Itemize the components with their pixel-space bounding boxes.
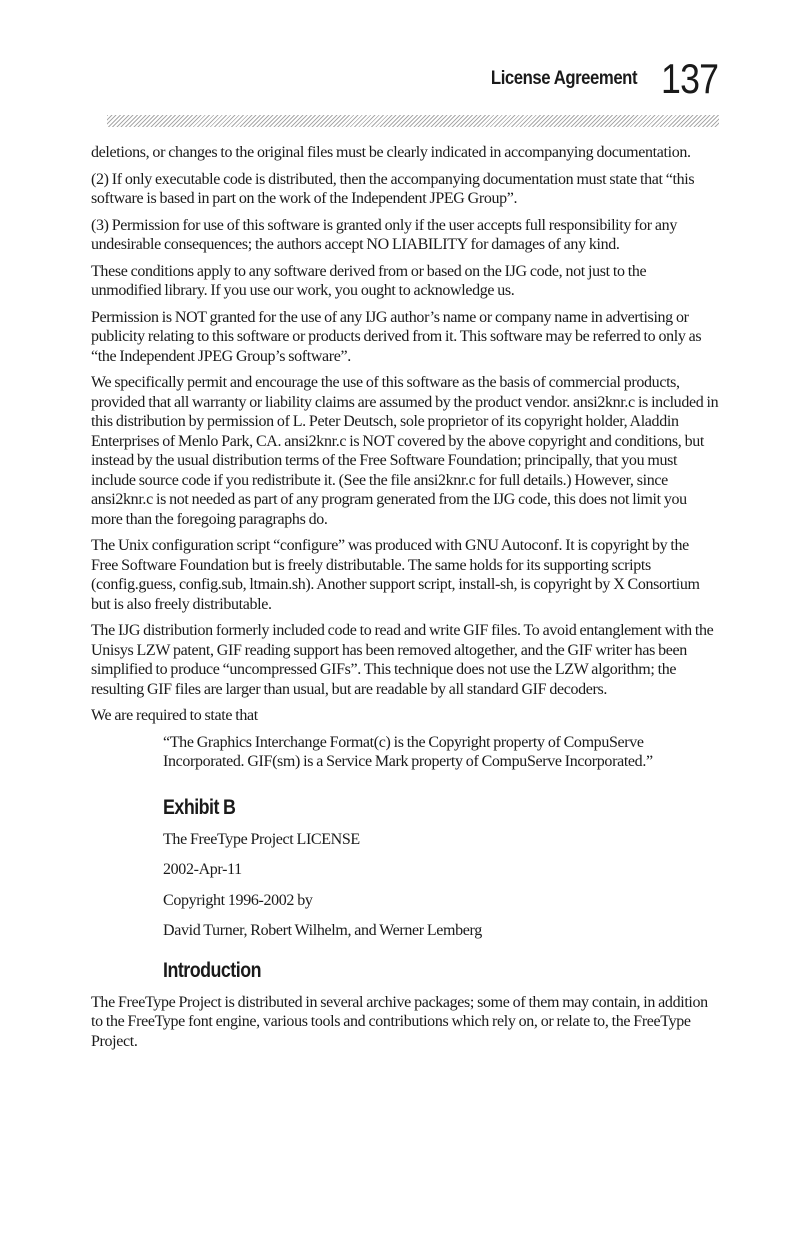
- paragraph: The FreeType Project is distributed in several archive packages; some of them may contain, in addition to the FreeType font engine, various tools and contributions which rely on, or relate to, the FreeType Project.: [91, 993, 708, 1050]
- section-heading-introduction: Introduction: [163, 958, 261, 982]
- running-header-title: License Agreement: [490, 68, 637, 89]
- exhibit-line: The FreeType Project LICENSE: [163, 830, 360, 848]
- paragraph: The Unix configuration script “configure” was produced with GNU Autoconf. It is copyright by the Free Software Foundation but is freely distributable. The same holds for its supporting scripts (config.guess, config.sub, ltmain.sh). Another support script, install-sh, is copyright by X Consortium but is also freely distributable.: [91, 537, 700, 613]
- paragraph: (3) Permission for use of this software is granted only if the user accepts full responsibility for any undesirable consequences; the authors accept NO LIABILITY for damages of any kind.: [91, 216, 677, 253]
- header-rule-divider: [107, 115, 719, 127]
- block-quote: “The Graphics Interchange Format(c) is the Copyright property of CompuServe Incorporated. GIF(sm) is a Service Mark property of CompuServe Incorporated.”: [163, 733, 653, 770]
- paragraph: We are required to state that: [91, 707, 258, 724]
- paragraph: These conditions apply to any software derived from or based on the IJG code, not just to the unmodified library. If you use our work, you ought to acknowledge us.: [91, 262, 647, 299]
- running-header: [471, 55, 718, 102]
- paragraph: (2) If only executable code is distributed, then the accompanying documentation must state that “this software is based in part on the work of the Independent JPEG Group”.: [91, 170, 695, 207]
- body-text: [91, 143, 719, 1058]
- paragraph: Permission is NOT granted for the use of any IJG author’s name or company name in advertising or publicity relating to this software or products derived from it. This software may be referred to only as “the Independent JPEG Group’s software”.: [91, 308, 702, 365]
- paragraph: The IJG distribution formerly included code to read and write GIF files. To avoid entanglement with the Unisys LZW patent, GIF reading support has been removed altogether, and the GIF writer has been simplified to produce “uncompressed GIFs”. This technique does not use the LZW algorithm; the resulting GIF files are larger than usual, but are readable by all standard GIF decoders.: [91, 622, 714, 698]
- exhibit-line: 2002-Apr-11: [163, 861, 242, 878]
- exhibit-b-block: [163, 830, 719, 941]
- exhibit-line: David Turner, Robert Wilhelm, and Werner Lemberg: [163, 922, 482, 939]
- exhibit-line: Copyright 1996-2002 by: [163, 891, 313, 909]
- section-heading-exhibit-b: Exhibit B: [163, 795, 236, 819]
- paragraph: We specifically permit and encourage the use of this software as the basis of commercial products, provided that all warranty or liability claims are assumed by the product vendor. ansi2knr.c is included in this distribution by permission of L. Peter Deutsch, sole proprietor of its copyright holder, Aladdin Enterprises of Menlo Park, CA. ansi2knr.c is NOT covered by the above copyright and conditions, but instead by the usual distribution terms of the Free Software Foundation; principally, that you must include source code if you redistribute it. (See the file ansi2knr.c for full details.) However, since ansi2knr.c is not needed as part of any program generated from the IJG code, this does not limit you more than the foregoing paragraphs do.: [91, 374, 719, 528]
- paragraph: deletions, or changes to the original files must be clearly indicated in accompanying documentation.: [91, 144, 691, 161]
- page-number: 137: [660, 55, 718, 102]
